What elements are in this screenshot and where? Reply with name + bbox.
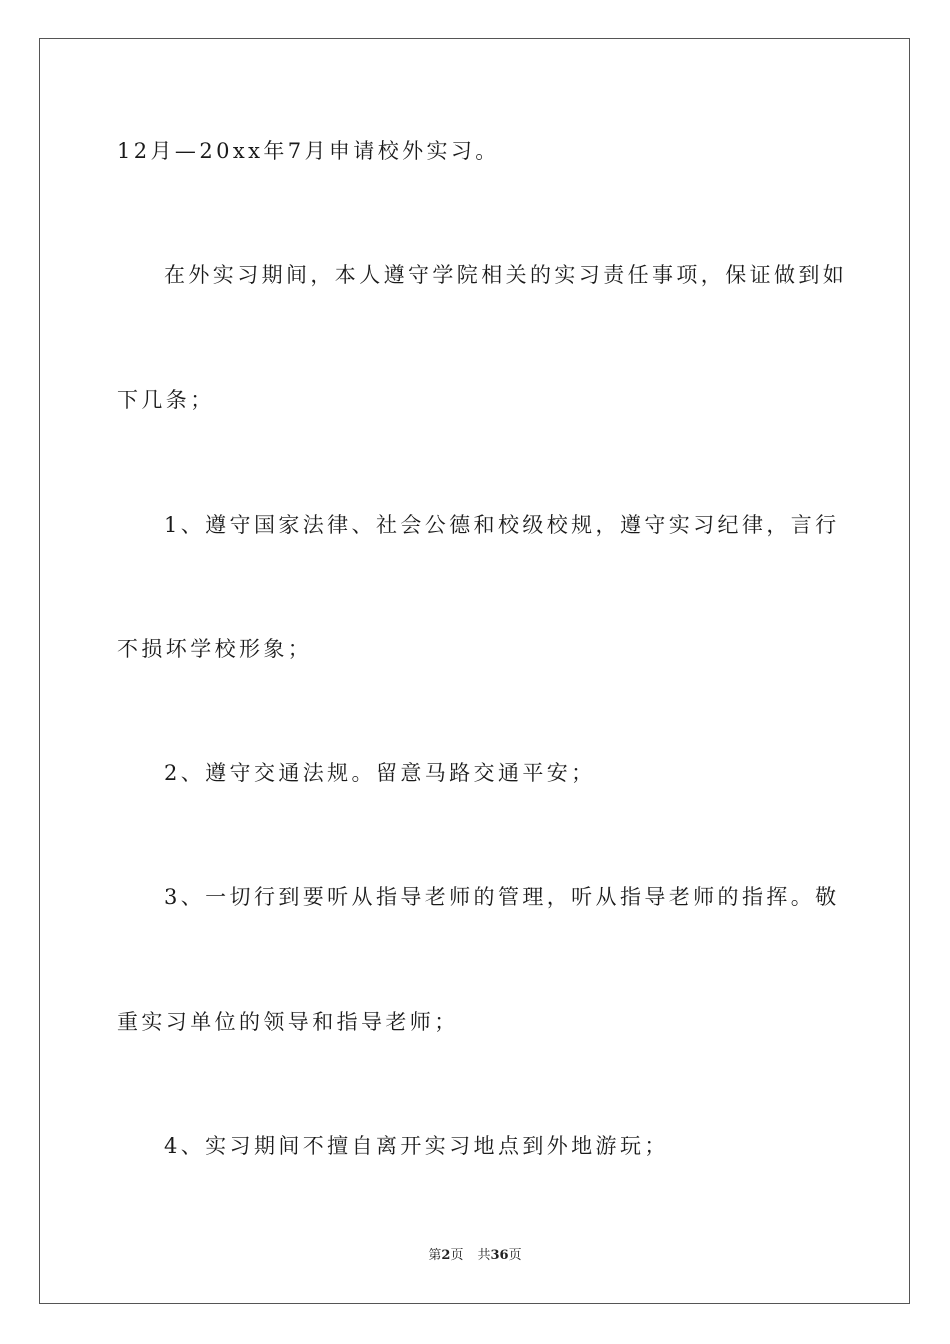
- body-paragraph-1-line-1: 在外实习期间，本人遵守学院相关的实习责任事项，保证做到如: [164, 263, 848, 287]
- page-border: [39, 38, 910, 1304]
- footer-total-prefix: 共: [477, 1248, 491, 1263]
- list-item-2: 2、遵守交通法规。留意马路交通平安；: [164, 761, 596, 785]
- list-item-3-line-2: 重实习单位的领导和指导老师；: [117, 1010, 459, 1034]
- footer-total-pages: 36: [490, 1248, 509, 1263]
- body-paragraph-1-line-2: 下几条；: [117, 388, 215, 412]
- page-footer: [0, 1247, 950, 1265]
- list-item-1-line-2: 不损坏学校形象；: [117, 637, 313, 661]
- list-item-3-line-1: 3、一切行到要听从指导老师的管理，听从指导老师的指挥。敬: [164, 885, 840, 909]
- footer-page-prefix: 第: [428, 1248, 442, 1263]
- footer-page-number: 2: [441, 1248, 451, 1263]
- list-item-1-line-1: 1、遵守国家法律、社会公德和校级校规，遵守实习纪律，言行: [164, 513, 840, 537]
- footer-page-suffix: 页: [450, 1248, 464, 1263]
- footer-total-suffix: 页: [508, 1248, 522, 1263]
- body-line-1: 12月—20xx年7月申请校外实习。: [117, 139, 500, 163]
- list-item-4: 4、实习期间不擅自离开实习地点到外地游玩；: [164, 1134, 669, 1158]
